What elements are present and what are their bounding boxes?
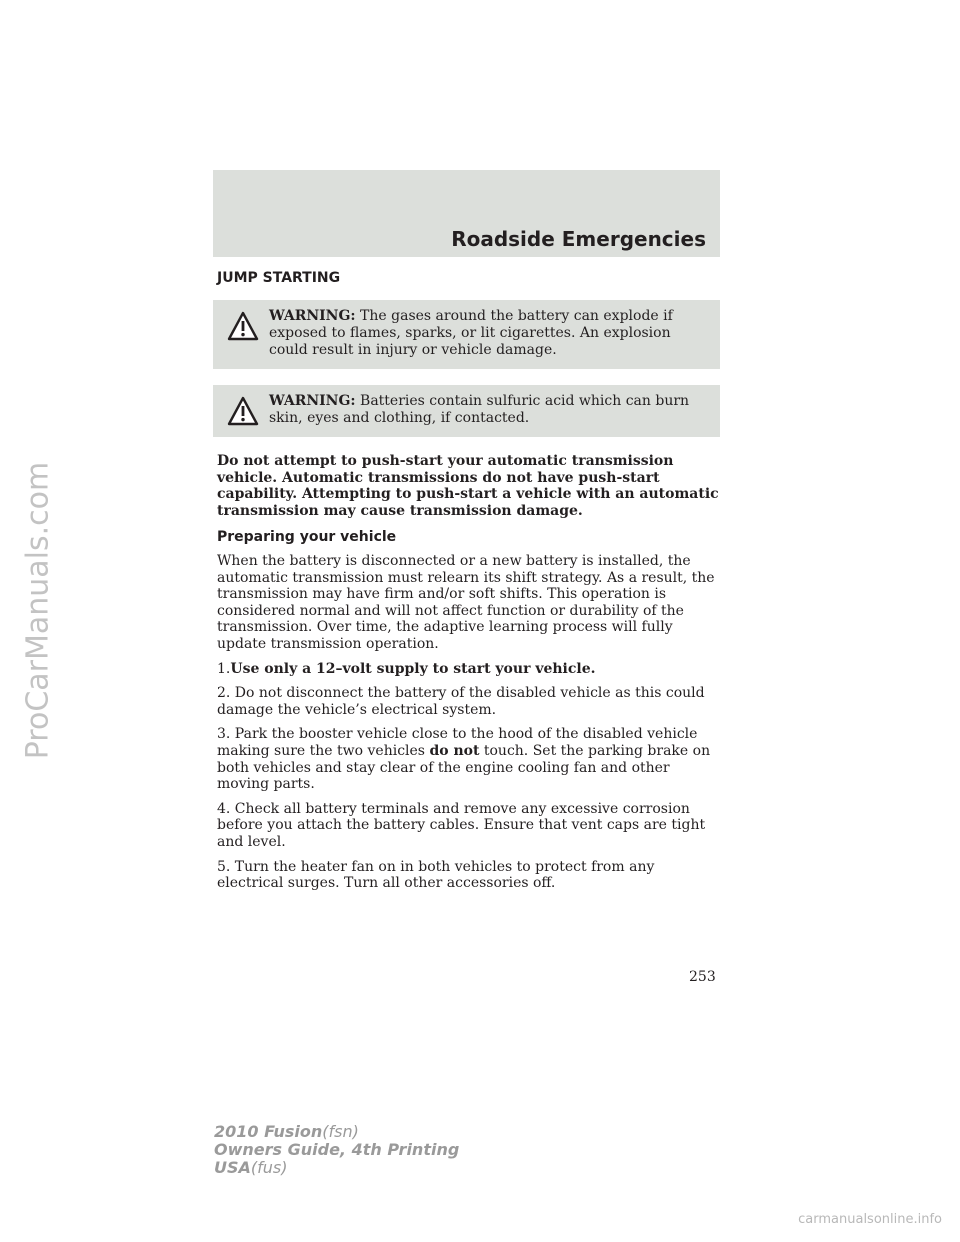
step-3-text-a: 3. Park the booster vehicle close to the hood of the disabled vehicle making sure the two vehicles bbox=[217, 726, 698, 759]
footer-market: USA bbox=[214, 1158, 251, 1177]
document-footer bbox=[214, 1123, 459, 1177]
warning-text: Batteries contain sulfuric acid which can burn skin, eyes and clothing, if contacted. bbox=[269, 393, 690, 426]
step-1 bbox=[217, 661, 720, 678]
page-content bbox=[217, 270, 720, 900]
step-4: 4. Check all battery terminals and remove any excessive corrosion before you attach the battery cables. Ensure that vent caps are tight and level. bbox=[217, 800, 706, 850]
warning-triangle-icon bbox=[227, 311, 259, 341]
step-3 bbox=[217, 726, 720, 792]
site-footer: carmanualsonline.info bbox=[798, 1212, 942, 1227]
footer-line-2: Owners Guide, 4th Printing bbox=[214, 1140, 460, 1159]
step-number: 1. bbox=[217, 660, 231, 677]
footer-line-1 bbox=[214, 1123, 459, 1141]
step-1-text: Use only a 12–volt supply to start your vehicle. bbox=[230, 660, 596, 677]
step-2: 2. Do not disconnect the battery of the disabled vehicle as this could damage the vehicle’s electrical system. bbox=[217, 685, 705, 718]
section-title: Roadside Emergencies bbox=[451, 227, 706, 251]
warning-triangle-icon bbox=[227, 396, 259, 426]
watermark bbox=[8, 400, 68, 820]
footer-model-code: (fsn) bbox=[322, 1122, 359, 1141]
warning-box-1 bbox=[213, 300, 720, 369]
footer-market-code: (fus) bbox=[250, 1158, 288, 1177]
footer-model: 2010 Fusion bbox=[214, 1122, 323, 1141]
warning-text: The gases around the battery can explode if exposed to flames, sparks, or lit cigarettes. An explosion could result in injury or vehicle damage. bbox=[269, 308, 673, 358]
warning-label: WARNING: bbox=[269, 393, 356, 409]
intro-paragraph: When the battery is disconnected or a new battery is installed, the automatic transmission must relearn its shift strategy. As a result, the transmission may have firm and/or soft shifts. This operation is considered normal and will not affect function or durability of the transmission. Over time, the adaptive learning process will fully update transmission operation. bbox=[217, 553, 715, 652]
watermark-text: ProCarManuals.com bbox=[20, 461, 56, 759]
step-5: 5. Turn the heater fan on in both vehicles to protect from any electrical surges. Turn all other accessories off. bbox=[217, 858, 655, 892]
step-3-emphasis: do not bbox=[429, 742, 480, 759]
push-start-notice: Do not attempt to push-start your automatic transmission vehicle. Automatic transmissions do not have push-start capability. Attempting to push-start a vehicle with an automatic transmission may cause transmission damage. bbox=[217, 453, 719, 519]
page-heading: JUMP STARTING bbox=[217, 270, 341, 286]
step-3-text-b: touch. Set the parking brake on both vehicles and stay clear of the engine cooling fan and other moving parts. bbox=[217, 742, 711, 793]
subheading: Preparing your vehicle bbox=[217, 529, 397, 545]
page-number: 253 bbox=[689, 969, 716, 985]
warning-label: WARNING: bbox=[269, 308, 356, 324]
footer-line-3 bbox=[214, 1159, 459, 1177]
section-header-band bbox=[213, 170, 720, 257]
warning-box-2 bbox=[213, 385, 720, 437]
